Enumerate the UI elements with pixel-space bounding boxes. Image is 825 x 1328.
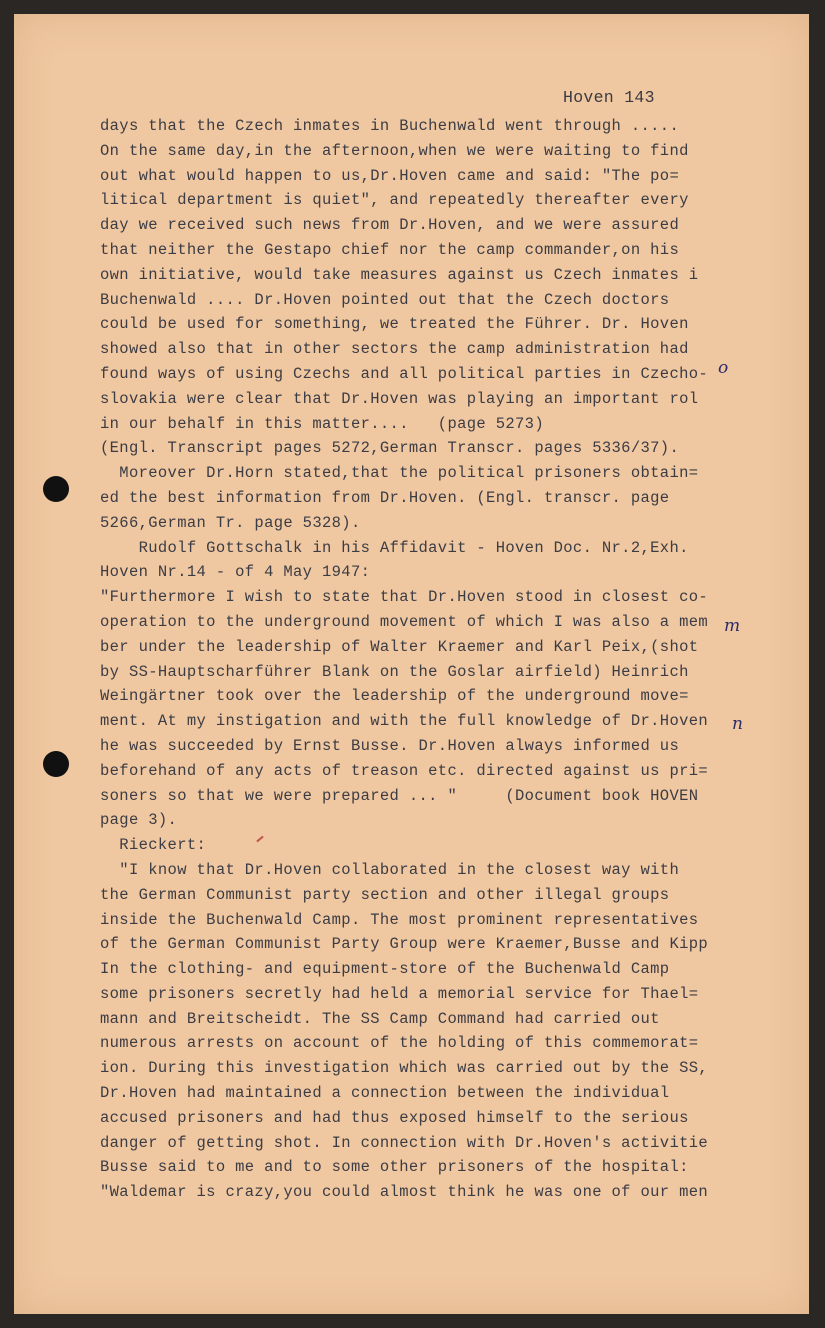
text-line: of the German Communist Party Group were Kraemer,Busse and Kipp <box>100 935 709 954</box>
punch-hole-upper <box>43 476 69 502</box>
text-line: "Waldemar is crazy,you could almost think he was one of our men <box>100 1183 709 1202</box>
text-line: Moreover Dr.Horn stated,that the political prisoners obtain= <box>100 464 699 483</box>
punch-hole-lower <box>43 751 69 777</box>
text-line: Busse said to me and to some other prisoners of the hospital: <box>100 1158 689 1177</box>
text-line: inside the Buchenwald Camp. The most prominent representatives <box>100 910 699 929</box>
text-line: found ways of using Czechs and all political parties in Czecho- <box>100 364 709 383</box>
text-line: 5266,German Tr. page 5328). <box>100 513 361 532</box>
handwritten-correction-n: n <box>732 714 743 734</box>
text-line: ed the best information from Dr.Hoven. (Engl. transcr. page <box>100 488 670 507</box>
text-line: days that the Czech inmates in Buchenwald went through ..... <box>100 117 680 135</box>
text-line: Rudolf Gottschalk in his Affidavit - Hoven Doc. Nr.2,Exh. <box>100 538 689 557</box>
text-line: out what would happen to us,Dr.Hoven came and said: "The po= <box>100 166 680 185</box>
text-line: showed also that in other sectors the camp administration had <box>100 340 689 359</box>
text-line: own initiative, would take measures against us Czech inmates i <box>100 265 699 284</box>
document-body <box>100 114 740 1205</box>
text-line: ion. During this investigation which was carried out by the SS, <box>100 1059 709 1078</box>
text-line: Buchenwald .... Dr.Hoven pointed out that the Czech doctors <box>100 290 670 309</box>
text-line: In the clothing- and equipment-store of the Buchenwald Camp <box>100 960 670 979</box>
text-line: some prisoners secretly had held a memorial service for Thael= <box>100 984 699 1003</box>
text-line: "Furthermore I wish to state that Dr.Hoven stood in closest co- <box>100 588 709 607</box>
text-line: ber under the leadership of Walter Kraemer and Karl Peix,(shot <box>100 637 699 656</box>
text-line: danger of getting shot. In connection with Dr.Hoven's activitie <box>100 1133 709 1152</box>
text-line: Dr.Hoven had maintained a connection between the individual <box>100 1084 670 1103</box>
handwritten-correction-o: o <box>718 358 729 378</box>
text-line: Hoven Nr.14 - of 4 May 1947: <box>100 563 371 582</box>
text-line: soners so that we were prepared ... " (Document book HOVEN <box>100 786 699 805</box>
text-line: could be used for something, we treated the Führer. Dr. Hoven <box>100 315 689 334</box>
text-line: by SS-Hauptscharführer Blank on the Goslar airfield) Heinrich <box>100 662 689 681</box>
text-line: Weingärtner took over the leadership of the underground move= <box>100 687 689 706</box>
text-line: operation to the underground movement of which I was also a mem <box>100 612 709 631</box>
text-line: day we received such news from Dr.Hoven, and we were assured <box>100 216 680 235</box>
text-line: On the same day,in the afternoon,when we were waiting to find <box>100 141 689 160</box>
handwritten-correction-m: m <box>724 616 741 636</box>
text-line: (Engl. Transcript pages 5272,German Transcr. pages 5336/37). <box>100 439 680 458</box>
text-line: slovakia were clear that Dr.Hoven was playing an important rol <box>100 389 699 408</box>
text-line: Rieckert: <box>100 836 207 855</box>
text-line: numerous arrests on account of the holding of this commemorat= <box>100 1034 699 1053</box>
text-line: accused prisoners and had thus exposed himself to the serious <box>100 1108 689 1127</box>
text-line: in our behalf in this matter.... (page 5273) <box>100 414 544 433</box>
text-line: litical department is quiet", and repeatedly thereafter every <box>100 191 689 210</box>
text-line: mann and Breitscheidt. The SS Camp Command had carried out <box>100 1009 660 1028</box>
text-line: he was succeeded by Ernst Busse. Dr.Hoven always informed us <box>100 736 680 755</box>
text-line: the German Communist party section and other illegal groups <box>100 885 670 904</box>
text-line: "I know that Dr.Hoven collaborated in the closest way with <box>100 860 680 879</box>
text-line: beforehand of any acts of treason etc. directed against us pri= <box>100 761 709 780</box>
page-reference: Hoven 143 <box>563 88 655 107</box>
text-line: that neither the Gestapo chief nor the camp commander,on his <box>100 240 680 259</box>
text-line: page 3). <box>100 811 178 830</box>
text-line: ment. At my instigation and with the full knowledge of Dr.Hoven <box>100 712 709 731</box>
